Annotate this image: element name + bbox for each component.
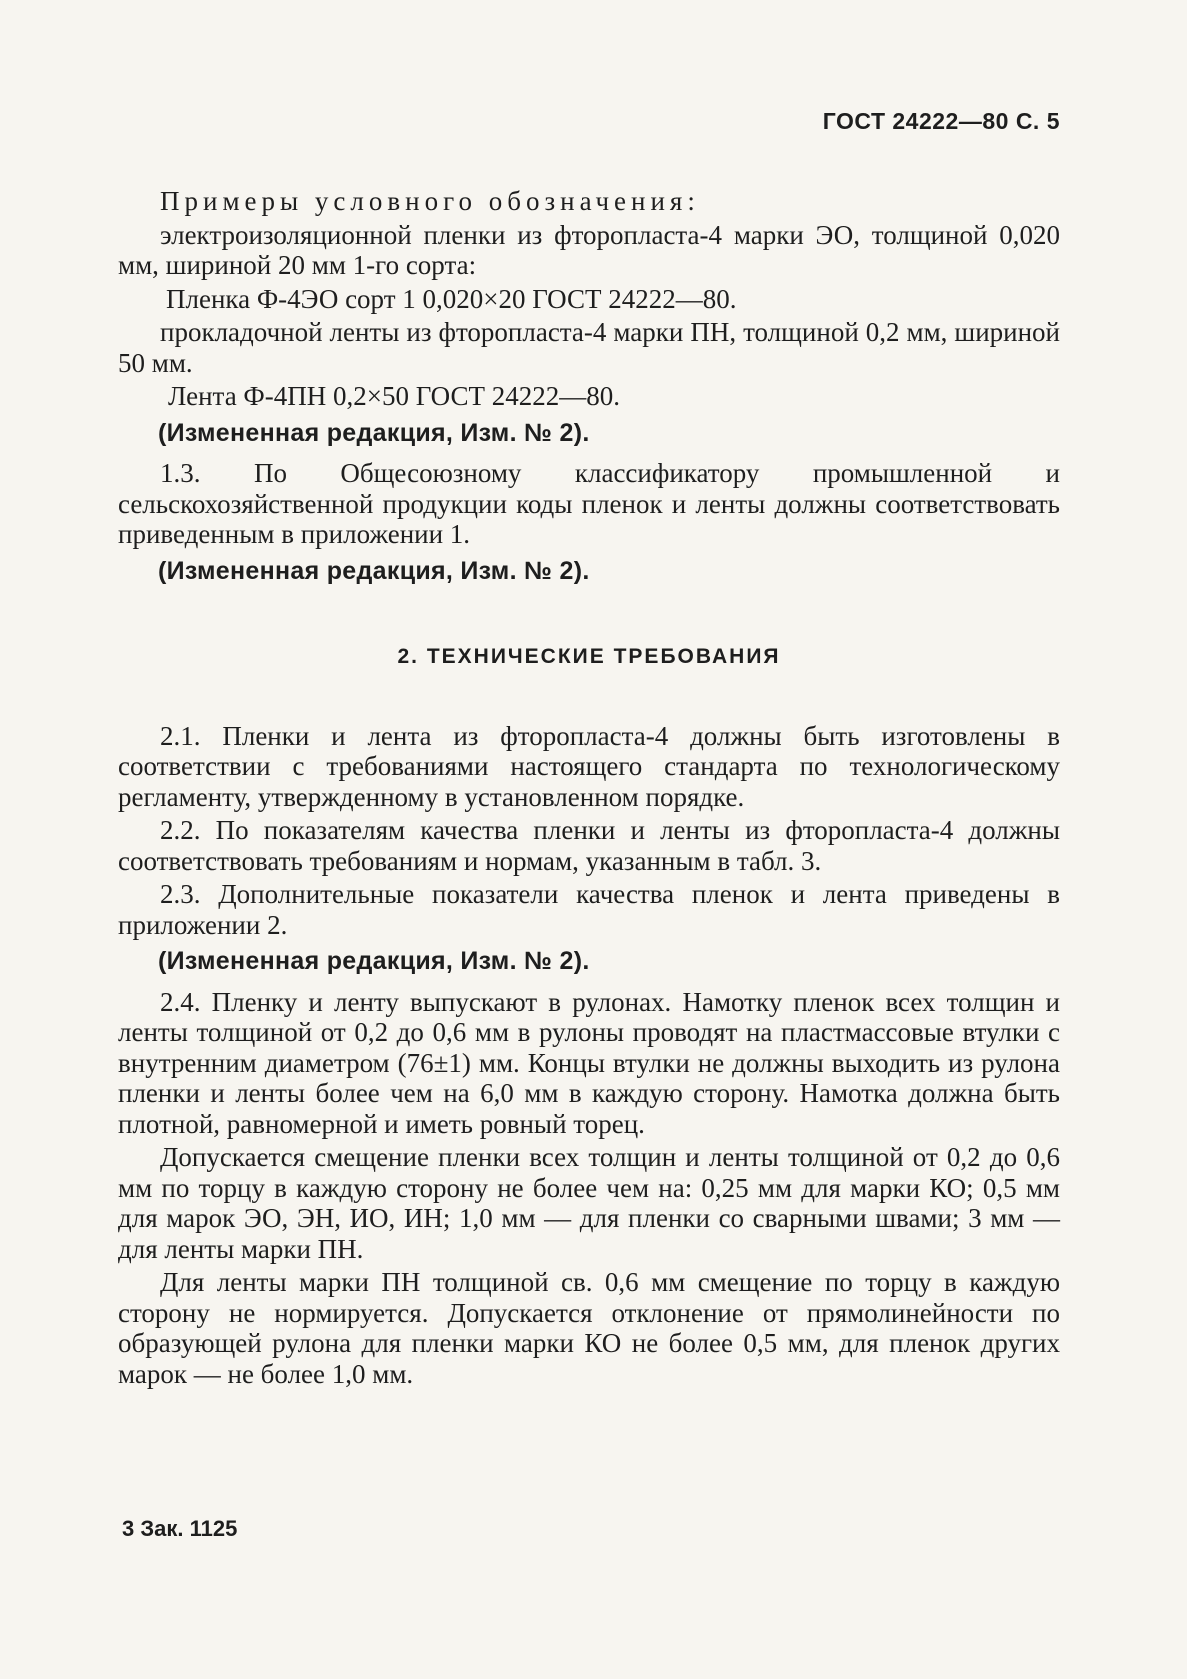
paragraph-2-1: 2.1. Пленки и лента из фторопласта-4 должны быть изготовлены в соответствии с требованиями настоящего стандарта по технологическому регламенту, утвержденному в установленном порядке.	[118, 720, 1060, 812]
paragraph-2-4-straightness: Для ленты марки ПН толщиной св. 0,6 мм смещение по торцу в каждую сторону не нормируется. Допускается отклонение от прямолинейности по образующей рулона для пленки марки КО не более 0,5 мм, для пленок других марок — не более 1,0 мм.	[118, 1267, 1060, 1389]
example-2-description: прокладочной ленты из фторопласта-4 марки ПН, толщиной 0,2 мм, шириной 50 мм.	[118, 317, 1060, 378]
section-title: 2. ТЕХНИЧЕСКИЕ ТРЕБОВАНИЯ	[397, 645, 781, 668]
document-page	[118, 0, 1060, 1679]
paragraph-2-4: 2.4. Пленку и ленту выпускают в рулонах. Намотку пленок всех толщин и ленты толщиной от 0,2 до 0,6 мм в рулоны проводят на пластмассовые втулки с внутренним диаметром (76±1) мм. Концы втулки не должны выходить из рулона пленки и ленты более чем на 6,0 мм в каждую сторону. Намотка должна быть плотной, равномерной и иметь ровный торец.	[118, 986, 1060, 1139]
paragraph-2-4-offset: Допускается смещение пленки всех толщин и ленты толщиной от 0,2 до 0,6 мм по торцу в каждую сторону не более чем на: 0,25 мм для марки КО; 0,5 мм для марок ЭО, ЭН, ИО, ИН; 1,0 мм — для пленки со сварными швами; 3 мм — для ленты марки ПН.	[118, 1142, 1060, 1264]
print-order-note: 3 Зак. 1125	[122, 1516, 238, 1541]
examples-heading: Примеры условного обозначения:	[160, 186, 700, 216]
body-text	[118, 186, 1060, 1392]
example-1-description: электроизоляционной пленки из фторопласта-4 марки ЭО, толщиной 0,020 мм, шириной 20 мм 1-го сорта:	[118, 219, 1060, 280]
example-1-designation: Пленка Ф-4ЭО сорт 1 0,020×20 ГОСТ 24222—80.	[166, 283, 737, 314]
paragraph-2-3: 2.3. Дополнительные показатели качества пленок и лента приведены в приложении 2.	[118, 879, 1060, 940]
example-2-designation: Лента Ф-4ПН 0,2×50 ГОСТ 24222—80.	[168, 381, 620, 411]
amendment-note: (Измененная редакция, Изм. № 2).	[158, 556, 590, 585]
paragraph-1-3: 1.3. По Общесоюзному классификатору промышленной и сельскохозяйственной продукции коды пленок и ленты должны соответствовать приведенным в приложении 1.	[118, 458, 1060, 549]
paragraph-2-2: 2.2. По показателям качества пленки и ленты из фторопласта-4 должны соответствовать требованиям и нормам, указанным в табл. 3.	[118, 815, 1060, 876]
amendment-note: (Измененная редакция, Изм. № 2).	[158, 418, 590, 447]
amendment-note: (Измененная редакция, Изм. № 2).	[158, 947, 590, 975]
running-head: ГОСТ 24222—80 С. 5	[822, 108, 1060, 134]
